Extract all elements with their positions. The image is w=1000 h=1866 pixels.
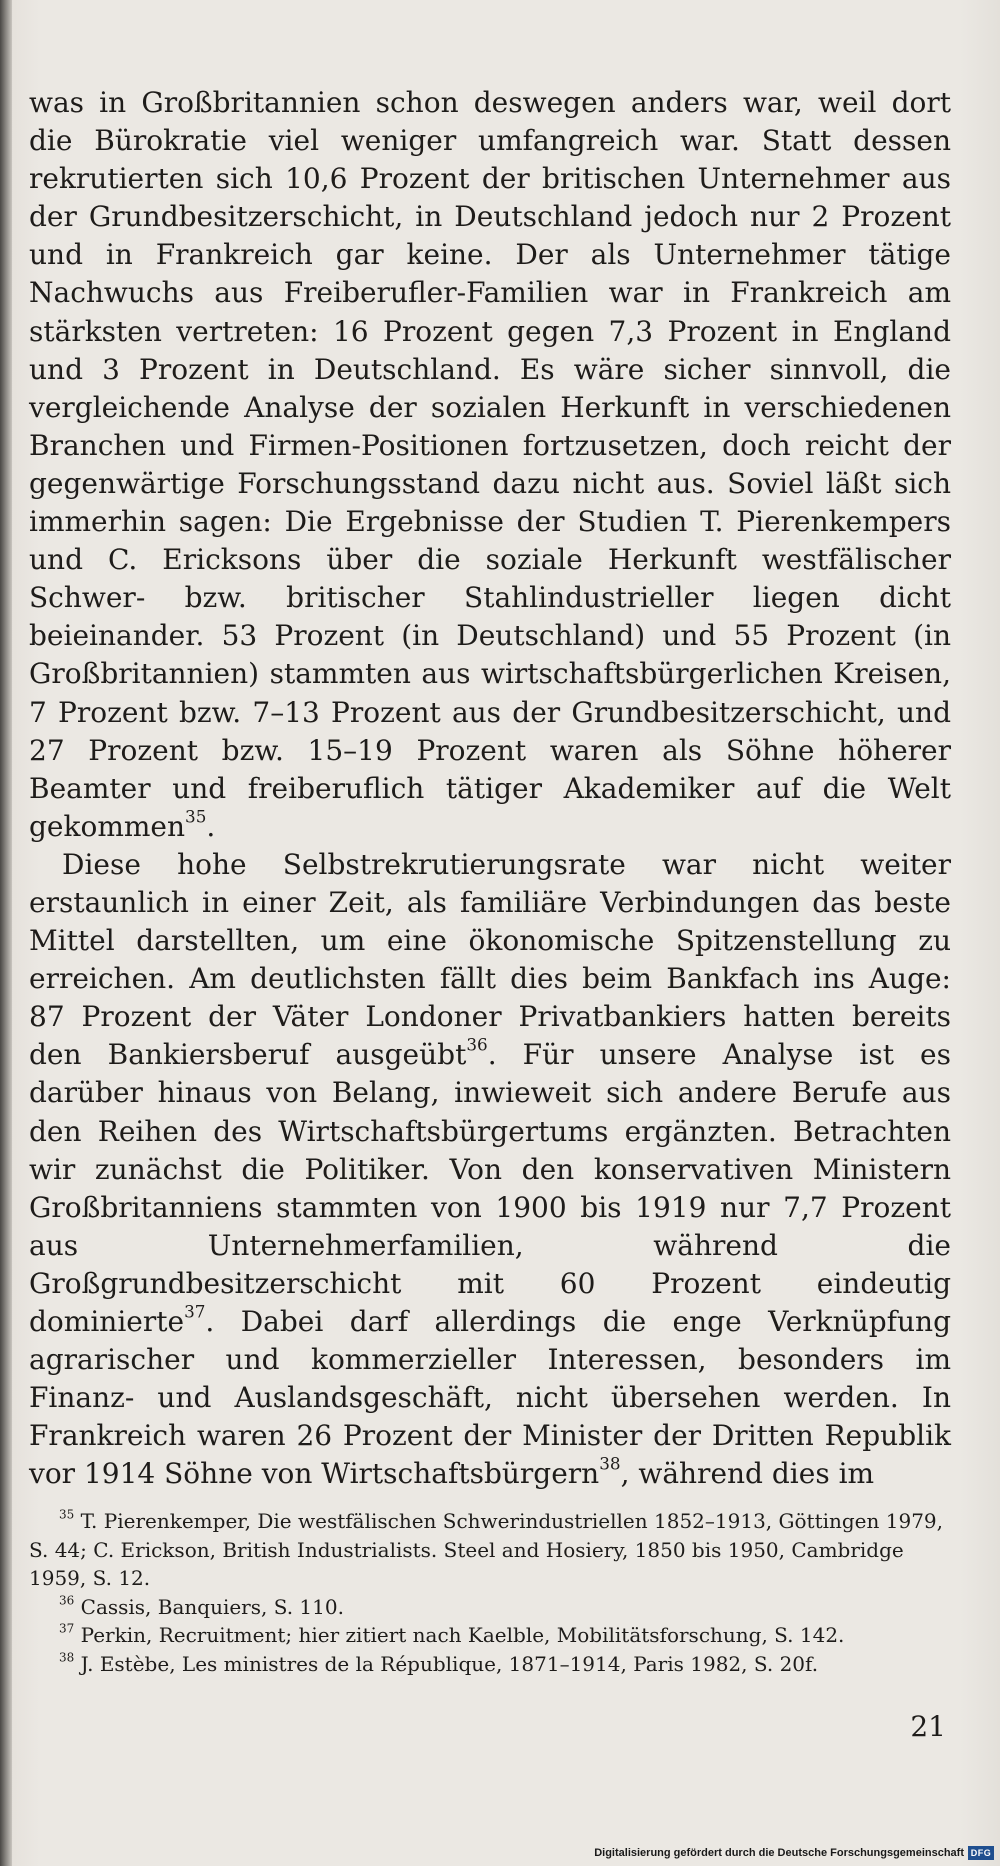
main-text (29, 84, 951, 1493)
dfg-logo-icon: DFG (968, 1846, 994, 1860)
footnote-37 (29, 1621, 951, 1650)
footnote-ref-35: 35 (185, 806, 207, 827)
footnote-ref-37: 37 (184, 1301, 206, 1322)
paragraph-1-text: was in Großbritannien schon deswegen anders war, weil dort die Bürokratie viel weniger umfangreich war. Statt dessen rekrutierten sich 10,6 Prozent der britischen Unternehmer aus der Grundbesitzerschicht, in Deutschland jedoch nur 2 Prozent und in Frankreich gar keine. Der als Unternehmer tätige Nachwuchs aus Freiberufler-Familien war in Frankreich am stärksten vertreten: 16 Prozent gegen 7,3 Prozent in England und 3 Prozent in Deutschland. Es wäre sicher sinnvoll, die vergleichende Analyse der sozialen Herkunft in verschiedenen Branchen und Firmen-Positionen fortzusetzen, doch reicht der gegenwärtige Forschungsstand dazu nicht aus. Soviel läßt sich immerhin sagen: Die Ergebnisse der Studien T. Pierenkempers und C. Ericksons über die soziale Herkunft westfälischer Schwer- bzw. britischer Stahlindustrieller liegen dicht beieinander. 53 Prozent (in Deutschland) und 55 Prozent (in Großbritannien) stammten aus wirtschaftsbürgerlichen Kreisen, 7 Prozent bzw. 7–13 Prozent aus der Grundbesitzerschicht, und 27 Prozent bzw. 15–19 Prozent waren als Söhne höherer Beamter und freiberuflich tätiger Akademiker auf die Welt gekommen (29, 86, 951, 843)
footnote-ref-38: 38 (599, 1453, 621, 1474)
paragraph-2-text-c: . Dabei darf allerdings die enge Verknüpfung agrarischer und kommerzieller Interessen, besonders im Finanz- und Auslandsgeschäft, nicht übersehen werden. In Frankreich waren 26 Prozent der Minister der Dritten Republik vor 1914 Söhne von Wirtschaftsbürgern (29, 1305, 951, 1491)
paragraph-2 (29, 846, 951, 1494)
footnote-35 (29, 1507, 951, 1593)
digitization-credit (594, 1846, 994, 1860)
footnote-number: 35 (59, 1507, 75, 1522)
footnote-text: Cassis, Banquiers, S. 110. (74, 1594, 344, 1619)
footnotes (29, 1507, 951, 1678)
paragraph-1-end: . (206, 809, 216, 843)
footnote-number: 37 (59, 1621, 75, 1636)
book-binding-edge (0, 0, 12, 1866)
paragraph-1 (29, 84, 951, 846)
footnote-36 (29, 1593, 951, 1622)
footnote-text: Perkin, Recruitment; hier zitiert nach Kaelble, Mobilitätsforschung, S. 142. (74, 1623, 845, 1647)
footnote-text: J. Estèbe, Les ministres de la République, 1871–1914, Paris 1982, S. 20f. (74, 1651, 819, 1676)
footnote-number: 38 (59, 1649, 75, 1664)
footnote-text: T. Pierenkemper, Die westfälischen Schwerindustriellen 1852–1913, Göttingen 1979, S. 44; C. Erickson, British Industrialists. Steel and Hosiery, 1850 bis 1950, Cambridge 1959, S. 12. (29, 1509, 944, 1590)
footnote-ref-36: 36 (466, 1034, 488, 1055)
footnote-38 (29, 1650, 951, 1679)
paragraph-2-text-b: . Für unsere Analyse ist es darüber hinaus von Belang, inwieweit sich andere Berufe aus den Reihen des Wirtschaftsbürgertums ergänzten. Betrachten wir zunächst die Politiker. Von den konservativen Ministern Großbritanniens stammten von 1900 bis 1919 nur 7,7 Prozent aus Unternehmerfamilien, während die Großgrundbesitzerschicht mit 60 Prozent eindeutig dominierte (29, 1038, 951, 1338)
credit-text: Digitalisierung gefördert durch die Deutsche Forschungsgemeinschaft (594, 1847, 964, 1859)
footnote-number: 36 (59, 1592, 75, 1607)
page-number: 21 (910, 1710, 946, 1743)
paragraph-2-text-a: Diese hohe Selbstrekrutierungsrate war nicht weiter erstaunlich in einer Zeit, als familiäre Verbindungen das beste Mittel darstellten, um eine ökonomische Spitzenstellung zu erreichen. Am deutlichsten fällt dies beim Bankfach ins Auge: 87 Prozent der Väter Londoner Privatbankiers hatten bereits den Bankiersberuf ausgeübt (29, 847, 951, 1072)
paragraph-2-text-d: , während dies im (620, 1457, 875, 1491)
